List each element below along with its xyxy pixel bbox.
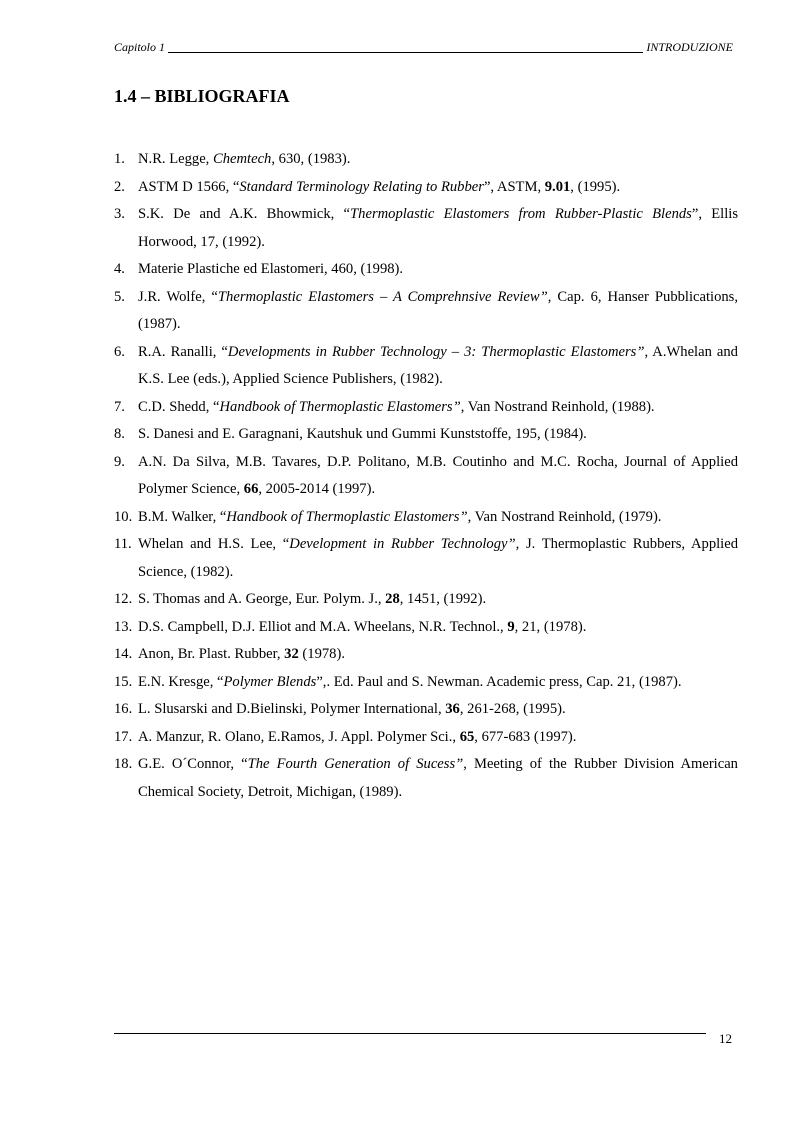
page-number: 12 [719, 1031, 732, 1046]
reference-segment: S. Danesi and E. Garagnani, Kautshuk und Gummi Kunststoffe, 195, (1984). [138, 426, 587, 442]
reference-text [138, 174, 738, 202]
reference-segment: J. Thermoplastic Rubbers, Applied Science, (1982). [138, 536, 738, 580]
reference-segment: N.R. Legge, [138, 151, 213, 167]
reference-text [138, 641, 738, 669]
reference-item [114, 696, 738, 724]
reference-segment: Handbook of Thermoplastic Elastomers” [219, 398, 461, 415]
reference-segment: Thermoplastic Elastomers from Rubber-Plastic Blends [350, 206, 692, 222]
reference-item [114, 614, 738, 642]
reference-segment: , 677-683 (1997). [474, 728, 577, 745]
reference-segment: ASTM D 1566, “ [138, 178, 240, 195]
section-title: 1.4 – BIBLIOGRAFIA [114, 86, 290, 106]
reference-number: 5. [114, 288, 125, 305]
reference-segment: 9 [507, 618, 515, 635]
reference-segment: , 2005-2014 (1997). [258, 481, 376, 497]
reference-segment: A. Manzur, R. Olano, E.Ramos, J. Appl. Polymer Sci., [138, 728, 460, 745]
reference-number: 2. [114, 178, 125, 195]
header-section: INTRODUZIONE [646, 40, 733, 54]
reference-segment: Anon, Br. Plast. Rubber, [138, 646, 285, 662]
reference-segment: Thermoplastic Elastomers – A Comprehnsive Review” [217, 288, 548, 305]
reference-item [114, 146, 738, 174]
reference-segment: Chemtech [212, 151, 272, 167]
reference-segment: , A.Whelan and K.S. Lee (eds.), Applied Science Publishers, (1982). [138, 343, 738, 387]
reference-text [138, 504, 738, 532]
reference-item [114, 751, 738, 806]
reference-list [114, 146, 738, 806]
reference-segment: (1978). [298, 646, 345, 662]
reference-segment: S. Thomas and A. George, Eur. Polym. J., [138, 591, 386, 607]
reference-number: 11. [114, 536, 132, 552]
reference-segment: Polymer Blends [223, 673, 317, 690]
reference-item [114, 394, 738, 422]
reference-segment: Developments in Rubber Technology – 3: Thermoplastic Elastomers” [227, 343, 645, 360]
reference-segment: , Cap. 6, Hanser Pubblications, (1987). [138, 288, 739, 332]
reference-segment: R.A. Ranalli, “ [138, 343, 228, 360]
reference-segment: , (1995). [570, 178, 621, 195]
reference-item [114, 504, 738, 532]
reference-number: 12. [114, 591, 133, 607]
reference-segment: , Van Nostrand Reinhold, (1988). [460, 398, 655, 415]
reference-segment: Materie Plastiche ed Elastomeri, 460, (1998). [138, 261, 404, 277]
reference-text [138, 586, 738, 614]
reference-item [114, 339, 738, 394]
reference-segment: D.S. Campbell, D.J. Elliot and M.A. Wheelans, N.R. Technol., [138, 618, 508, 635]
reference-segment: Whelan and H.S. Lee, “ [138, 536, 290, 552]
reference-text [138, 696, 738, 724]
reference-number: 13. [114, 618, 133, 635]
reference-number: 4. [114, 261, 125, 277]
reference-segment: L. Slusarski and D.Bielinski, Polymer International, [138, 701, 446, 717]
reference-segment: ”,. Ed. Paul and S. Newman. Academic press, Cap. 21, (1987). [316, 673, 682, 690]
reference-segment: C.D. Shedd, “ [138, 398, 220, 415]
reference-text [138, 146, 738, 174]
reference-number: 6. [114, 343, 125, 360]
reference-text [138, 284, 738, 339]
reference-number: 7. [114, 398, 125, 415]
reference-segment: 9.01 [544, 178, 571, 195]
reference-number: 14. [114, 646, 133, 662]
reference-text [138, 201, 738, 256]
reference-item [114, 201, 738, 256]
reference-segment: Development in Rubber Technology”, [289, 536, 520, 552]
reference-number: 18. [114, 756, 133, 772]
reference-segment: ”, ASTM, [483, 178, 545, 195]
reference-item [114, 449, 738, 504]
reference-segment: S.K. De and A.K. Bhowmick, “ [138, 206, 351, 222]
reference-item [114, 174, 738, 202]
reference-segment: ”, Ellis Horwood, 17, (1992). [138, 206, 738, 250]
reference-segment: 28 [385, 591, 400, 607]
reference-item [114, 669, 738, 697]
reference-segment: 66 [243, 481, 259, 497]
reference-text [138, 256, 738, 284]
reference-segment: , 630, (1983). [271, 151, 351, 167]
reference-segment: Standard Terminology Relating to Rubber [239, 178, 484, 195]
reference-segment: 36 [445, 701, 460, 717]
reference-item [114, 586, 738, 614]
reference-item [114, 641, 738, 669]
header-chapter: Capitolo 1 [114, 40, 166, 54]
reference-text [138, 339, 738, 394]
reference-segment: , 261-268, (1995). [459, 701, 566, 717]
reference-segment: E.N. Kresge, “ [138, 673, 224, 690]
reference-segment: 32 [284, 646, 299, 662]
reference-number: 15. [114, 673, 133, 690]
reference-text [138, 614, 738, 642]
reference-item [114, 421, 738, 449]
reference-item [114, 531, 738, 586]
reference-segment: J.R. Wolfe, “ [138, 288, 218, 305]
reference-text [138, 531, 738, 586]
reference-number: 10. [114, 508, 133, 525]
reference-segment: The Fourth Generation of Sucess” [247, 756, 464, 772]
reference-number: 16. [114, 701, 133, 717]
reference-item [114, 256, 738, 284]
reference-segment: 65 [459, 728, 475, 745]
reference-number: 9. [114, 453, 125, 470]
reference-segment: A.N. Da Silva, M.B. Tavares, D.P. Politano, M.B. Coutinho and M.C. Rocha, Journal of Applied Polymer Science, [138, 453, 738, 497]
reference-item [114, 284, 738, 339]
reference-text [138, 724, 738, 752]
reference-number: 8. [114, 426, 125, 442]
reference-text [138, 394, 738, 422]
reference-segment: , Van Nostrand Reinhold, (1979). [467, 508, 662, 525]
reference-text [138, 421, 738, 449]
reference-number: 17. [114, 728, 133, 745]
reference-segment: , Meeting of the Rubber Division American Chemical Society, Detroit, Michigan, (1989). [138, 756, 738, 800]
reference-number: 1. [114, 151, 125, 167]
reference-text [138, 449, 738, 504]
running-header [114, 40, 733, 55]
reference-segment: G.E. O´Connor, “ [138, 756, 248, 772]
header-rule [168, 52, 643, 53]
reference-text [138, 751, 738, 806]
reference-number: 3. [114, 206, 125, 222]
reference-segment: Handbook of Thermoplastic Elastomers” [226, 508, 468, 525]
reference-segment: , 21, (1978). [514, 618, 587, 635]
reference-item [114, 724, 738, 752]
reference-segment: , 1451, (1992). [399, 591, 487, 607]
reference-segment: B.M. Walker, “ [138, 508, 227, 525]
reference-text [138, 669, 738, 697]
footer-rule [114, 1033, 706, 1034]
